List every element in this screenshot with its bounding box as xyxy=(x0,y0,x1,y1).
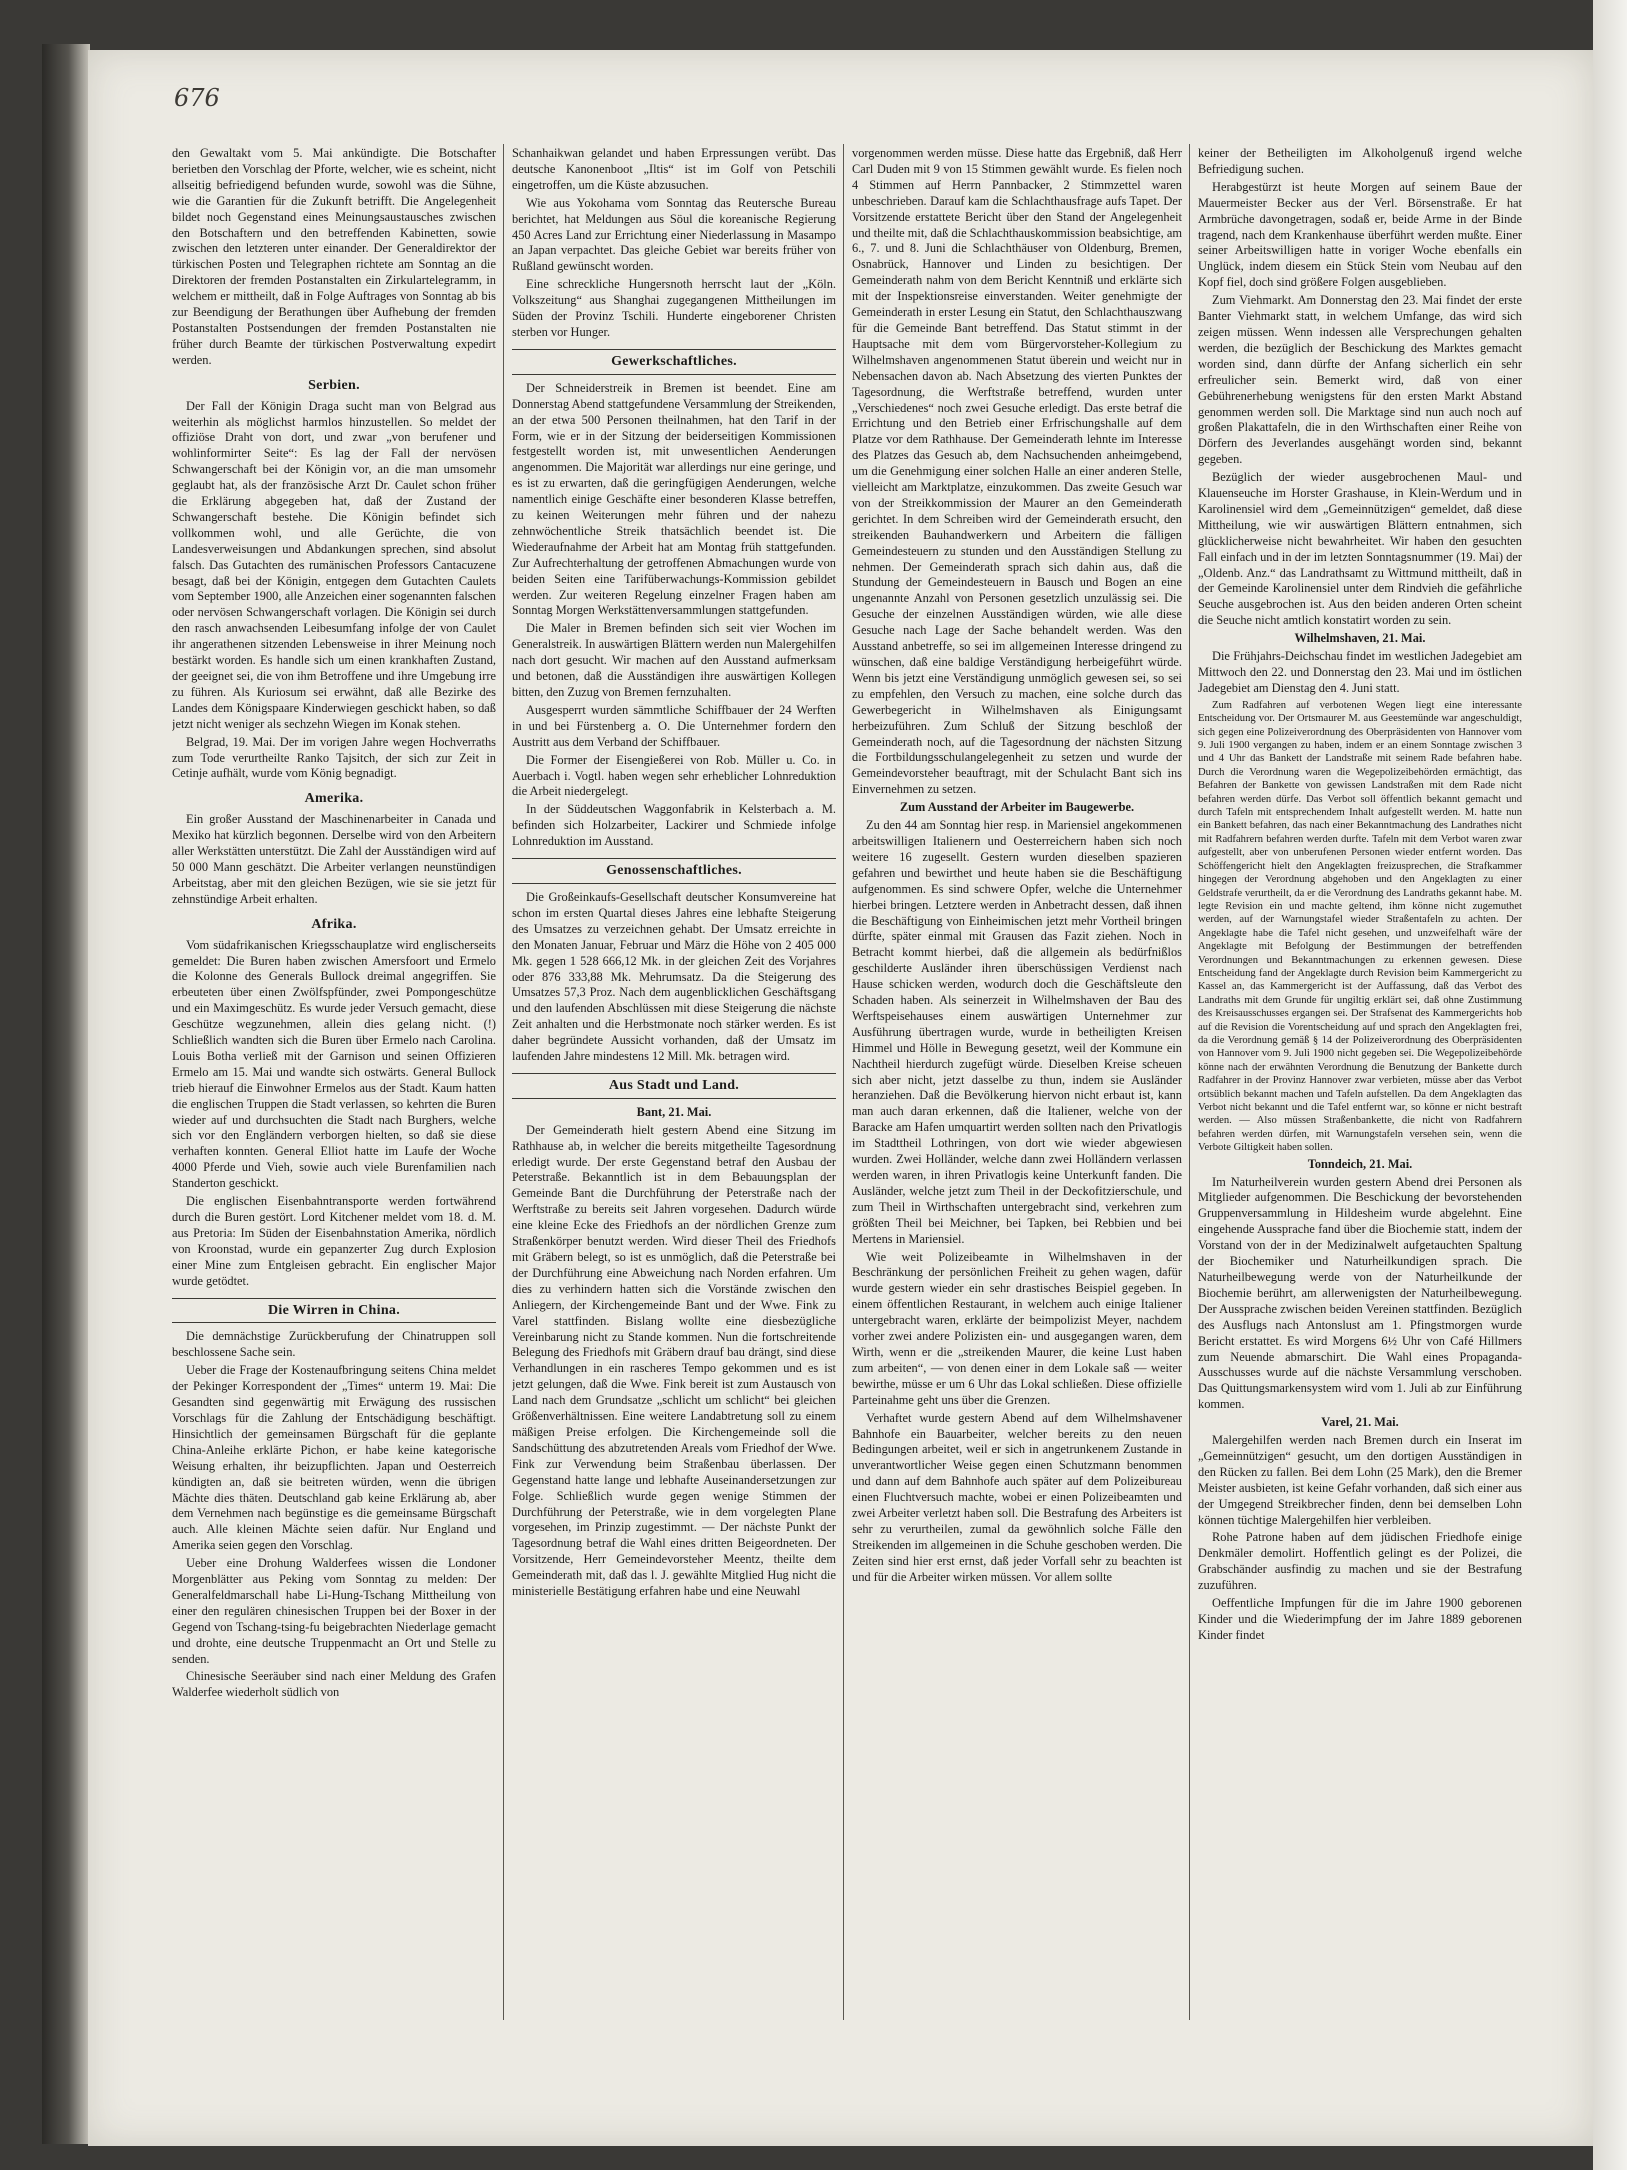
section-heading-afrika: Afrika. xyxy=(311,916,357,932)
article-paragraph: Herabgestürzt ist heute Morgen auf seinem Baue der Mauermeister Becker aus der Verl. Börsenstraße. Er hat Armbrüche davongetragen, sodaß er, beide Arme in der Binde tragend, nach dem Krankenhause überführt werden mußte. Einer seiner Arbeitswilligen hatte in voriger Woche ebenfalls ein Unglück, indem diesem ein Stück Stein vom Neubau auf den Kopf fiel, doch sind größere Folgen ausgeblieben. xyxy=(1198,179,1522,290)
article-paragraph: Die Großeinkaufs-Gesellschaft deutscher Konsumvereine hat schon im ersten Quartal dieses Jahres eine lebhafte Steigerung des Umsatzes zu verzeichnen gehabt. Der Umsatz erreichte in den Monaten Januar, Februar und März die Höhe von 2 405 000 Mk. gegen 1 528 666,12 Mk. in der gleichen Zeit des Vorjahres oder 876 333,88 Mk. Mehrumsatz. Da die Steigerung des Umsatzes 57,3 Proz. Nach dem augenblicklichen Geschäftsgang und den laufenden Abschlüssen mit diese Steigerung die nächste Zeit anhalten und die Herbstmonate noch stärker werden. Es ist daher begründete Aussicht vorhanden, daß der Umsatz im laufenden Jahre mindestens 12 Mill. Mk. betragen wird. xyxy=(512,889,836,1064)
column-rule xyxy=(843,144,844,2020)
article-paragraph: vorgenommen werden müsse. Diese hatte das Ergebniß, daß Herr Carl Duden mit 9 von 15 Stimmen gewählt wurde. Es fielen noch 4 Stimmen auf Herrn Pannbacker, 2 Stimmzettel waren unbeschrieben. Darauf kam die Schlachthausfrage aufs Tapet. Der Vorsitzende erstattete Bericht über den Stand der Angelegenheit und theilte mit, daß die Schlachthauskommission beabsichtige, am 6., 7. und 8. Juni die Schlachthäuser von Oldenburg, Bremen, Osnabrück, Hannover und Linden zu besichtigen. Der Gemeinderath nahm von dem Bericht Kenntniß und erklärte sich mit der Inspektionsreise einverstanden. Weiter genehmigte der Gemeinderath in erster Lesung ein Statut, den Schlachthauszwang für die Gemeinde Bant betreffend. Das Statut stimmt in der Hauptsache mit dem vom Bürgervorsteher-Kollegium zu Wilhelmshaven angenommenen Statut überein und weicht nur in Nebensachen davon ab. Nach Absetzung des vierten Punktes der Tagesordnung, die Werftstraße betreffend, wurden unter „Verschiedenes“ noch zwei Gesuche erledigt. Das erste betraf die Errichtung und den Betrieb einer Erfrischungshalle auf dem Platze vor dem Rathhause. Der Gemeinderath lehnte im Interesse des Platzes das Gesuch ab, dem Nachsuchenden anheimgebend, um die Genehmigung einer solchen Halle an einer anderen Stelle, vielleicht am Marktplatze, einzukommen. Das zweite Gesuch war von der Streikkommission der Maurer an den Gemeinderath gerichtet. In dem Schreiben wird der Gemeinderath ersucht, den streikenden Bauhandwerkern und Arbeitern die fälligen Gemeindesteuern zu stunden und den Ausständigen Stellung zu nehmen. Der Gemeinderath sprach sich dahin aus, daß die Stundung der Gemeindesteuern in Bausch und Bogen an eine ungenannte Anzahl von Personen gesetzlich unzulässig sei. Die Gesuche der einzelnen Ausständigen würden, wie alle diese Gesuche nach Lage der Sache behandelt werden. Was den Ausstand anbetreffe, so sei im allgemeinen Interesse dringend zu wünschen, daß eine baldige Verständigung herbeigeführt würde. Wenn bis jetzt eine Verständigung unmöglich gewesen sei, so sei zu empfehlen, den Versuch zu machen, eine solche durch das Gewerbegericht in Wilhelmshaven als Einigungsamt herbeizuführen. Zum Schluß der Sitzung beschloß der Gemeinderath noch, auf die Tagesordnung der nächsten Sitzung die Fortbildungsschulangelegenheit zu setzen und wurde der Gemeindevorsteher beauftragt, mit der Schulacht Bant sich ins Einvernehmen zu setzen. xyxy=(852,146,1182,797)
article-paragraph: Oeffentliche Impfungen für die im Jahre 1900 geborenen Kinder und die Wiederimpfung der im Jahre 1889 geborenen Kinder findet xyxy=(1198,1596,1522,1642)
article-paragraph: Ein großer Ausstand der Maschinenarbeiter in Canada und Mexiko hat kürzlich begonnen. Derselbe wird von den Arbeitern aller Werkstätten unterstützt. Die Zahl der Ausständigen wird auf 50 000 Mann geschätzt. Die Arbeiter verlangen neunstündigen Arbeitstag, aber mit den gleichen Bezügen, wie sie sie jetzt für zehnstündige Arbeit erhalten. xyxy=(172,812,496,906)
article-paragraph: Die demnächstige Zurückberufung der Chinatruppen soll beschlossene Sache sein. xyxy=(172,1329,496,1360)
section-heading-china: Die Wirren in China. xyxy=(172,1298,496,1324)
dateline-bant: Bant, 21. Mai. xyxy=(636,1104,712,1119)
subheading-ausstand-baugewerbe: Zum Ausstand der Arbeiter im Baugewerbe. xyxy=(899,800,1135,815)
article-paragraph: In der Süddeutschen Waggonfabrik in Kelsterbach a. M. befinden sich Holzarbeiter, Lackirer und Schmiede infolge Lohnreduktion im Ausstand. xyxy=(512,802,836,849)
article-paragraph: Wie aus Yokohama vom Sonntag das Reutersche Bureau berichtet, hat Meldungen aus Söul die koreanische Regierung 450 Acres Land zur Errichtung einer Niederlassung in Masampo an Japan verpachtet. Das gleiche Gebiet war bereits früher von Rußland gewünscht worden. xyxy=(512,195,836,274)
article-paragraph: Der Schneiderstreik in Bremen ist beendet. Eine am Donnerstag Abend stattgefundene Versammlung der Streikenden, an der etwa 500 Personen theilnahmen, hat den Tarif in der Form, wie er in der Sitzung der beiderseitigen Kommissionen festgestellt worden ist, mit unwesentlichen Aenderungen angenommen. Die Majorität war allerdings nur eine geringe, und es ist zu erwarten, daß die geringfügigen Aenderungen, welche namentlich einige Geschäfte einer besonderen Klasse betreffen, zu keinen Weiterungen mehr führen und der nahezu zehnwöchentliche Streik thatsächlich beendet ist. Die Wiederaufnahme der Arbeit hat am Montag früh stattgefunden. Zur Aufrechterhaltung der getroffenen Abmachungen wurde von beiden Seiten eine Tarifüberwachungs-Kommission gebildet werden. Zur weiteren Regelung einzelner Fragen haben am Sonntag Morgen Werkstättenversammlungen stattgefunden. xyxy=(512,380,836,618)
article-paragraph: Der Fall der Königin Draga sucht man von Belgrad aus weiterhin als möglichst harmlos hinzustellen. So meldet der offiziöse Draht von dort, und zwar „von berufener und wohlinformirter Seite“: Es lag der Fall der nervösen Schwangerschaft bei der Königin vor, an die man umsomehr geglaubt hat, als der französische Arzt Dr. Caulet schon früher die Erklärung abgegeben hat, daß der Zustand der Schwangerschaft bestehe. Die Königin befindet sich vollkommen wohl, und alle Gerüchte, die von Landesverweisungen und Abdankungen sprechen, sind absolut falsch. Das Gutachten des rumänischen Professors Cantacuzene besagt, daß bei der Königin, entgegen dem Gutachten Caulets vom September 1900, alle Anzeichen einer sogenannten falschen oder nervösen Schwangerschaft vorlagen. Die Königin sei durch den rasch anwachsenden Leibesumfang infolge der von Caulet ihr angerathenen sitzenden Lebensweise in ihrer Meinung noch bestärkt worden. Es handle sich um einen krankhaften Zustand, der geeignet sei, die von ihm Betroffene und ihre Umgebung irre zu führen. Als Kuriosum sei erwähnt, daß alle Bezirke des Landes dem Königspaare Kinderwiegen geschickt haben, so daß jetzt nicht weniger als sechzehn Wiegen im Konak stehen. xyxy=(172,398,496,731)
column-4 xyxy=(1198,146,1522,2110)
article-paragraph: Chinesische Seeräuber sind nach einer Meldung des Grafen Walderfee wiederholt südlich von xyxy=(172,1669,496,1700)
article-paragraph: Zum Viehmarkt. Am Donnerstag den 23. Mai findet der erste Banter Viehmarkt statt, in welchem Umfange, das wird sich zeigen müssen. Wenn indessen alle Versprechungen gehalten werden, die bezüglich der Beschickung des Marktes gemacht worden sind, dann dürfte der Anfang sicherlich ein sehr erfreulicher sein. Bemerkt wird, daß von einer Gebührenerhebung wenigstens für den ersten Markt Abstand genommen werden soll. Die Marktage sind nun auch noch auf großen Plakattafeln, die in den Wirthschaften einer Reihe von Dörfern des Jeverlandes ausgehängt worden sind, bekannt gegeben. xyxy=(1198,293,1522,467)
dateline-wilhelmshaven: Wilhelmshaven, 21. Mai. xyxy=(1294,631,1426,646)
article-paragraph: Eine schreckliche Hungersnoth herrscht laut der „Köln. Volkszeitung“ aus Shanghai zugegangenen Mittheilungen im Süden der Provinz Tschili. Hunderte eingeborener Christen sterben vor Hunger. xyxy=(512,277,836,339)
column-2 xyxy=(512,146,836,2110)
article-paragraph: Rohe Patrone haben auf dem jüdischen Friedhofe einige Denkmäler demolirt. Hoffentlich gelingt es der Polizei, die Grabschänder ausfindig zu machen und sie der Bestrafung zuzuführen. xyxy=(1198,1530,1522,1593)
article-paragraph: Die Maler in Bremen befinden sich seit vier Wochen im Generalstreik. In auswärtigen Blättern werden nun Malergehilfen nach dort gesucht. Wir machen auf den Ausstand aufmerksam und betonen, daß die Ausständigen ihre auswärtigen Kollegen bitten, den Zuzug von Bremen fernzuhalten. xyxy=(512,621,836,699)
page-number: 676 xyxy=(174,84,220,112)
article-paragraph: Bezüglich der wieder ausgebrochenen Maul- und Klauenseuche im Horster Grashause, in Klein-Werdum und in Karolinensiel wird dem „Gemeinnützigen“ gemeldet, daß diese Mittheilung, wie wir auswärtigen Blättern entnahmen, sich glücklicherweise nicht bewahrheitet. Wir haben den gesuchten Fall einfach und in der im letzten Sonntagsnummer (19. Mai) der „Oldenb. Anz.“ das Landrathsamt zu Wittmund mittheilt, daß in der Gemeinde Karolinensiel unter dem Rindvieh die gefährliche Seuche ausgebrochen ist. Aus den beiden anderen Orten scheint die Seuche nicht amtlich konstatirt worden zu sein. xyxy=(1198,470,1522,628)
scan-right-margin xyxy=(1593,0,1627,2170)
article-paragraph: Vom südafrikanischen Kriegsschauplatze wird englischerseits gemeldet: Die Buren haben zwischen Amersfoort und Ermelo die Kolonne des Generals Bullock dreimal angegriffen. Sie erbeuteten über einen Zwölfspfünder, zwei Pompongeschütze und ein Maximgeschütz. Es wurde jeder Versuch gemacht, diese Geschütze wegzunehmen, allein dies gelang nicht. (!) Schließlich wandten sich die Buren über Ermelo nach Carolina. Louis Botha verließ mit der Garnison und seinen Offizieren Ermelo am 15. Mai und wandte sich ostwärts. General Bullock trieb hierauf die Einwohner Ermelos aus der Stadt. Kaum hatten die englischen Truppen die Stadt verlassen, so kehrten die Buren wieder auf und durchsuchten die Stadt nach Burghers, welche sich vor den Engländern verborgen hielten, so daß sie diese verhaften konnten. General Elliot hatte im Laufe der Woche 4000 Pferde und Vieh, sowie auch viele Burenfamilien nach Standerton geschickt. xyxy=(172,937,496,1191)
article-paragraph: Belgrad, 19. Mai. Der im vorigen Jahre wegen Hochverraths zum Tode verurtheilte Ranko Tajsitch, der sich zur Zeit in Cetinje aufhält, wurde vom König begnadigt. xyxy=(172,734,496,781)
section-heading-gewerkschaftliches: Gewerkschaftliches. xyxy=(512,349,836,375)
column-1 xyxy=(172,146,496,2110)
section-heading-amerika: Amerika. xyxy=(304,791,364,807)
section-heading-stadt-und-land: Aus Stadt und Land. xyxy=(512,1073,836,1099)
dateline-tonndeich: Tonndeich, 21. Mai. xyxy=(1307,1156,1413,1171)
article-paragraph: Ueber eine Drohung Walderfees wissen die Londoner Morgenblätter aus Peking vom Sonntag zu melden: Der Generalfeldmarschall habe Li-Hung-Tschang Mittheilung von einer den regulären chinesischen Truppen bei der Boxer in der Gegend von Tschang-tsing-fu beigebrachten Niederlage gemacht und drohte, eine deutsche Truppenmacht an Ort und Stelle zu senden. xyxy=(172,1556,496,1666)
article-paragraph: Verhaftet wurde gestern Abend auf dem Wilhelmshavener Bahnhofe ein Bauarbeiter, welcher bereits zu den neuen Bedingungen arbeitet, weil er sich in angetrunkenem Zustande in unverantwortlicher Weise gegen einen Schutzmann benommen und dann auf dem Bahnhofe auch später auf dem Polizeibureau einen Fluchtversuch machte, wobei er einen Polizeibeamten und zwei Arbeiter verletzt haben soll. Die Bestrafung des Arbeiters ist sehr zu verurtheilen, zumal da gewöhnlich solche Fälle den Streikenden im allgemeinen in die Schuhe geschoben werden. Die Zeiten sind hier erst ernst, daß jeder Vorfall sehr zu beachten ist und für die Arbeiter wirken müssen. Vor allem sollte xyxy=(852,1410,1182,1584)
article-paragraph: Die Former der Eisengießerei von Rob. Müller u. Co. in Auerbach i. Vogtl. haben wegen sehr erheblicher Lohnreduktion die Arbeit niedergelegt. xyxy=(512,752,836,799)
article-paragraph: Ueber die Frage der Kostenaufbringung seitens China meldet der Pekinger Korrespondent der „Times“ unterm 19. Mai: Die Gesandten sind gegenwärtig mit Erwägung des russischen Vorschlags für die Zahlung der Entschädigung beschäftigt. Hinsichtlich der gemeinsamen Bürgschaft für die geplante China-Anleihe erklärte Pichon, er habe keine kategorische Weisung erhalten, ihr beizupflichten. Japan und Oesterreich kündigten an, daß sie beitreten würden, wenn die übrigen Mächte dies thäten. Deutschland gab keine Erklärung ab, aber dem Vernehmen nach begünstige es die gemeinsame Bürgschaft auch. Alle kleinen Mächte seien dafür. Nur England und Amerika seien gegen den Vorschlag. xyxy=(172,1363,496,1553)
article-paragraph: Wie weit Polizeibeamte in Wilhelmshaven in der Beschränkung der persönlichen Freiheit zu gehen wagen, dafür wurde gestern wieder ein sehr drastisches Beispiel gegeben. In einem öffentlichen Restaurant, in welchem auch einige Italiener untergebracht waren, erklärte der beimpolizist Meyer, nachdem vorher zwei andere Polizisten ein- und ausgegangen waren, dem Wirth, wenn er die „streikenden Maurer, die keine Lust haben zum arbeiten“, — von denen einer in dem Lokale saß — weiter bewirthe, müsse er um 6 Uhr das Lokal schließen. Diese offizielle Parteinahme geht uns über die Grenzen. xyxy=(852,1249,1182,1407)
section-heading-serbien: Serbien. xyxy=(308,377,360,393)
article-paragraph: Die Frühjahrs-Deichschau findet im westlichen Jadegebiet am Mittwoch den 22. und Donnerstag den 23. Mai und im östlichen Jadegebiet am Dienstag den 4. Juni statt. xyxy=(1198,649,1522,695)
book-binding-edge xyxy=(42,44,90,2144)
article-paragraph: Im Naturheilverein wurden gestern Abend drei Personen als Mitglieder aufgenommen. Die Beschickung der bevorstehenden Gruppenversammlung in Hildesheim wurde abgelehnt. Eine eingehende Aussprache fand über die Biochemie statt, indem der Vorstand von der in der Medizinalwelt aufgetauchten Spaltung der Biochemiker und Naturheilkundigen sprach. Die Naturheilbewegung werde von der Naturheilkunde der Biochemie berührt, am allerwenigsten der Naturheilbewegung. Der Aussprache zwischen beiden Vereinen stattfinden. Bezüglich des Ausflugs nach Antonslust am 1. Pfingstmorgen wurde Bericht erstattet. Es wird Morgens 6½ Uhr von Café Hillmers zum Neuende abmarschirt. Die Wahl eines Propaganda-Ausschusses wurde auf die nächste Versammlung verschoben. Das Quittungsmarkensystem wird vom 1. Juli ab zur Einführung kommen. xyxy=(1198,1174,1522,1412)
article-paragraph: Ausgesperrt wurden sämmtliche Schiffbauer der 24 Werften in und bei Fürstenberg a. O. Die Unternehmer fordern den Austritt aus dem Verband der Schiffbauer. xyxy=(512,702,836,749)
column-3 xyxy=(852,146,1182,2110)
article-paragraph: Malergehilfen werden nach Bremen durch ein Inserat im „Gemeinnützigen“ gesucht, um den dortigen Ausständigen in den Rücken zu fallen. Bei dem Lohn (25 Mark), den die Bremer Meister ausbieten, ist keine Gefahr vorhanden, daß sich einer aus der Umgegend Streikbrecher finden, denn bei demselben Lohn können tüchtige Malergehilfen hier verbleiben. xyxy=(1198,1433,1522,1527)
column-rule xyxy=(503,144,504,2020)
article-paragraph: Zu den 44 am Sonntag hier resp. in Mariensiel angekommenen arbeitswilligen Italienern und Oesterreichern haben sich noch weitere 16 zugesellt. Gestern wurden dieselben spazieren gefahren und bewirthet und heute haben sie die Beschäftigung aufgenommen. Es sind schwere Opfer, welche die Unternehmer hierbei bringen. Letztere werden in Anbetracht dessen, daß ihnen die Beschäftigung von Einheimischen jetzt mehr Vortheil bringen dürfte, später einmal mit Grausen das Fazit ziehen. Noch in Betracht kommt hierbei, daß die allgemein als bedürfnißlos geschilderte Ausländer ihren überschüssigen Verdienst nach Hause schicken werden, wodurch doch die Geschäftsleute den Schaden haben. Als seinerzeit in Wilhelmshaven der Bau des Werftspeisehauses einem auswärtigen Unternehmer zur Ausführung übertragen wurde, wurde in betheiligten Kreisen Himmel und Hölle in Bewegung gesetzt, weil der Kommune ein Nachtheil hierdurch zugefügt würde. Dieselben Kreise scheuen sich aber nicht, jetzt dasselbe zu thun, indem sie Ausländer heranziehen. Daß die Bevölkerung hiervon nicht erbaut ist, kann man auch daran erkennen, daß die Italiener, welche von der Baracke am Hafen umquartirt werden sollten nach den Privatlogis im Stadttheil Lothringen, von dort wie wieder abgewiesen wurden. Zwei Holländer, welche dann zwei Holländern verlassen werden waren, in ihren Privatlogis keine Unterkunft fanden. Die Ausländer, welche jetzt zum Theil in der Deckofitzierschule, und zum Theil in Wirthschaften untergebracht sind, verkehren zum größten Theil bei Meichner, bei Tapken, bei Rebbien und bei Mertens in Mariensiel. xyxy=(852,818,1182,1246)
article-paragraph: Die englischen Eisenbahntransporte werden fortwährend durch die Buren gestört. Lord Kitchener meldet vom 18. d. M. aus Pretoria: Im Süden der Eisenbahnstation Amerika, nördlich von Kroonstad, wurde ein gepanzerter Zug durch Explosion einer Mine zum Entgleisen gebracht. Ein englischer Major wurde getödtet. xyxy=(172,1194,496,1288)
article-paragraph-small: Zum Radfahren auf verbotenen Wegen liegt eine interessante Entscheidung vor. Der Ortsmaurer M. aus Geestemünde war angeschuldigt, sich gegen eine Polizeiverordnung des Oberpräsidenten von Hannover vom 9. Juli 1900 vergangen zu haben, indem er an einem Sonntage zwischen 3 und 4 Uhr das Bankett der Landstraße mit seinem Rade befahren habe. Durch die Verordnung waren die Wegepolizeibehörden ermächtigt, das Befahren der Bankette von gewissen Landstraßen mit dem Rade nicht befahren werden dürfe. Das Verbot soll öffentlich bekannt gemacht und durch Tafeln mit entsprechendem Inhalt aufgestellt werden. M. hatte nun ein Bankett befahren, das nach einer Bekanntmachung des Landrathes nicht mit Radfahrern befahren werden durfte. Tafeln mit dem Verbot waren zwar aufgestellt, aber von unberufenen Personen wieder entfernt worden. Das Schöffengericht hielt den Angeklagten freizusprechen, die Strafkammer hingegen der Verordnung abgehoben und den Angeklagten zu einer Geldstrafe verurtheilt, da er die Verordnung des Landraths gekannt habe. M. legte Revision ein und machte geltend, ihm könne nicht zugemuthet werden, auf der Warnungstafel wieder Straßentafeln zu achten. Der Angeklagte habe die Tafel nicht gesehen, und unzweifelhaft wäre der Angeklagte mit Befolgung der Bestimmungen der betreffenden Verordnungen und Bekanntmachungen zu erkennen gewesen. Diese Entscheidung fand der Angeklagte durch Revision beim Kammergericht zu Kassel an, das Kammergericht ist der Auffassung, daß das Verbot des Landraths mit dem Grunde für ungiltig erklärt sei, daß ohne Zustimmung des Kreisausschusses ergangen sei. Der Strafsenat des Kammergerichts hob auf die Revision die Vorentscheidung auf und sprach den Angeklagten frei, da die Verordnung gemäß § 14 der Polizeiverordnung des Oberpräsidenten von Hannover vom 9. Juli 1900 nicht gegeben sei. Die Wegepolizeibehörde könne nach der erwähnten Verordnung die Benutzung der Bankette durch Radfahrer in der Provinz Hannover zwar verbieten, müsse aber das Verbot ortsüblich bekannt machen und Tafeln aufstellen. Da dem Angeklagten das Verbot nicht bekannt und die Tafel entfernt war, so könne er nicht bestraft werden. — Also müssen Straßenbankette, die nicht von Radfahrern befahren werden dürfen, mit Warnungstafeln versehen sein, wenn die Verbote Giltigkeit haben sollen. xyxy=(1198,699,1522,1154)
dateline-varel: Varel, 21. Mai. xyxy=(1321,1415,1399,1430)
article-paragraph: Schanhaikwan gelandet und haben Erpressungen verübt. Das deutsche Kanonenboot „Iltis“ ist im Golf von Petschili eingetroffen, um die Küste abzusuchen. xyxy=(512,146,836,192)
column-rule xyxy=(1189,144,1190,2020)
article-paragraph: den Gewaltakt vom 5. Mai ankündigte. Die Botschafter berietben den Vorschlag der Pforte, welcher, wie es scheint, nicht allseitig befriedigend befunden wurde, sowohl was die Sühne, wie die Garantien für die Zukunft betrifft. Die Angelegenheit bildet noch Gegenstand eines Meinungsaustausches zwischen den Botschaftern und den betreffenden Kabinetten, sowie zwischen den letzteren unter einander. Der Generaldirektor der türkischen Posten und Telegraphen richtete am Sonntag an die Direktoren der fremden Postanstalten ein Zirkulartelegramm, in welchem er mittheilt, daß in Folge Auftrages von Sonntag ab bis zur Beendigung der Berathungen über Aufhebung der fremden Postanstalten Postsendungen der fremden Postanstalten nie früher durch Beamte der türkischen Postverwaltung expedirt werden. xyxy=(172,146,496,367)
article-paragraph: Der Gemeinderath hielt gestern Abend eine Sitzung im Rathhause ab, in welcher die bereits mitgetheilte Tagesordnung erledigt wurde. Der erste Gegenstand betraf den Ausbau der Peterstraße. Bekanntlich ist in dem Bebauungsplan der Gemeinde Bant die Durchführung der Peterstraße nach der Werftstraße zu bereits seit Jahren vorgesehen. Dadurch würde eine kleine Ecke des Friedhofs an der nördlichen Grenze zum Straßenkörper benutzt werden. Wird dieser Theil des Friedhofs mit Gräbern belegt, so ist es unmöglich, daß die Peterstraße bei der Durchführung eine Abweichung nach Norden erfahren. Um dies zu verhindern hatten sich die Vorstände zwischen den Anliegern, der Kirchengemeinde Bant und der Wwe. Fink zu Varel stattfinden. Bislang wollte eine diesbezügliche Vereinbarung nicht zu Stande kommen. Nun die fortschreitende Belegung des Friedhofs mit Gräbern drauf bau drängt, sind diese Verhandlungen in ein rascheres Tempo gekommen und es ist jetzt gelungen, daß die Wwe. Fink bereit ist zum Austausch von Land nach dem Grundsatze „schlicht um schlicht“ bei gleichen Größenverhältnissen. Eine weitere Landabtretung soll zu einem mäßigen Preise erfolgen. Die Kirchengemeinde soll die Sandschüttung des abzutretenden Areals vom Friedhof der Wwe. Fink zur Verwendung beim Straßenbau überlassen. Der Gegenstand hatte lange und lebhafte Auseinandersetzungen zur Folge. Schließlich wurde gegen wenige Stimmen der Durchführung der Peterstraße, wie in dem vorgelegten Plane vorgesehen, im Prinzip zugestimmt. — Der nächste Punkt der Tagesordnung betraf die Wahl eines dritten Beigeordneten. Der Vorsitzende, Herr Gemeindevorsteher Meentz, theilte dem Gemeinderath mit, daß das l. J. gewählte Mitglied Hug nicht die ministerielle Bestätigung erfahren habe und eine Neuwahl xyxy=(512,1122,836,1599)
article-paragraph: keiner der Betheiligten im Alkoholgenuß irgend welche Befriedigung suchen. xyxy=(1198,146,1522,176)
section-heading-genossenschaftliches: Genossenschaftliches. xyxy=(512,858,836,884)
